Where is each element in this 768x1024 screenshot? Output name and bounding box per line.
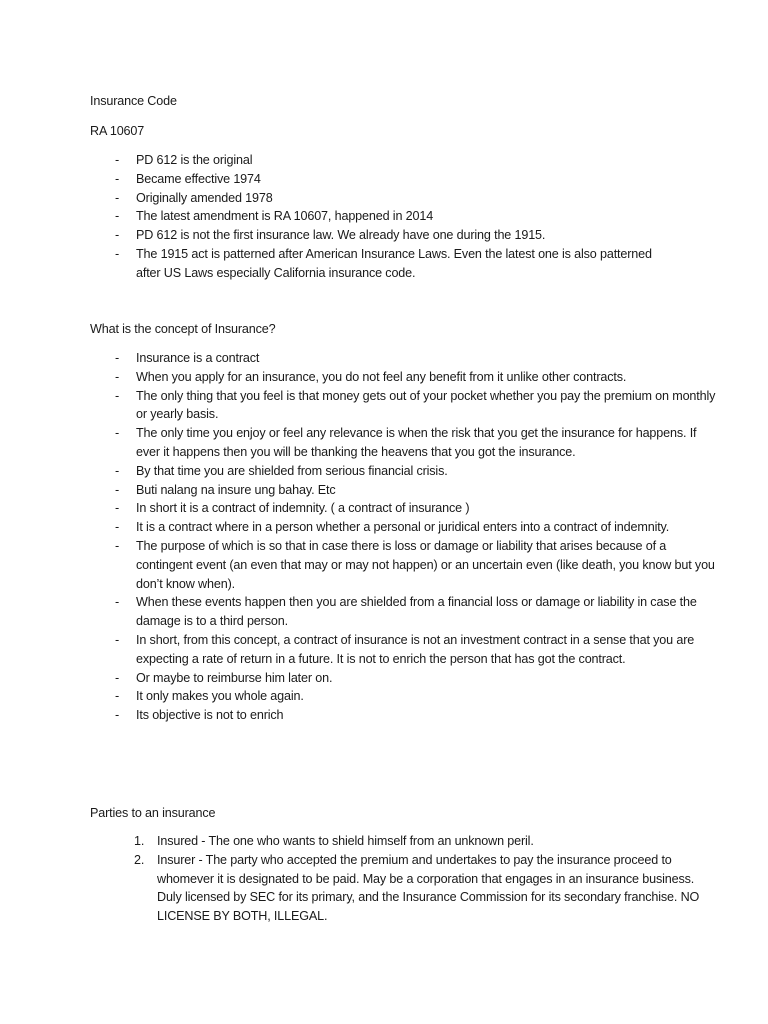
bullet-marker: - — [115, 501, 120, 516]
list-item: - Buti nalang na insure ung bahay. Etc — [90, 481, 736, 500]
bullet-marker: - — [115, 246, 120, 261]
bullet-marker: - — [115, 595, 120, 610]
list-item: 2. Insurer - The party who accepted the premium and undertakes to pay the insurance proceed to whomever it is designated to be paid. May be a corporation that engages in an insurance business. Duly licensed by SEC for its primary, and the Insurance Commission for its secondary franchise. NO LICENSE BY BOTH, ILLEGAL. — [134, 852, 700, 924]
list-item: - When these events happen then you are shielded from a financial loss or damage or liability in case the damage is to a third person. — [115, 595, 697, 629]
list-item: - The 1915 act is patterned after American Insurance Laws. Even the latest one is also patterned after US Laws especially California insurance code. — [115, 246, 652, 280]
list-item: - The purpose of which is so that in case there is loss or damage or liability that arises because of a contingent event (an even that may or may not happen) or an uncertain even (like death, you know but you don’t know when). — [115, 538, 715, 591]
bullet-marker: - — [115, 209, 120, 224]
bullet-marker: - — [115, 351, 120, 365]
section-heading-parties: Parties to an insurance — [90, 806, 216, 820]
bullet-marker: - — [115, 538, 120, 553]
list-number: 2. — [134, 852, 145, 867]
list-item: - Insurance is a contract — [90, 349, 736, 368]
bullet-marker: - — [115, 426, 120, 441]
list-item: - Its objective is not to enrich — [90, 706, 736, 725]
bullet-marker: - — [115, 171, 120, 186]
bullet-marker: - — [115, 689, 120, 704]
list-item: - When you apply for an insurance, you do not feel any benefit from it unlike other contracts. — [90, 368, 736, 387]
list-item: - Or maybe to reimburse him later on. — [90, 669, 736, 688]
list-item: - In short, from this concept, a contract of insurance is not an investment contract in a sense that you are expecting a rate of return in a future. It is not to enrich the person that has got the contract. — [115, 632, 695, 666]
bullet-marker: - — [115, 482, 120, 497]
list-item: - By that time you are shielded from serious financial crisis. — [90, 462, 736, 481]
bullet-marker: - — [115, 708, 120, 723]
section-heading-concept: What is the concept of Insurance? — [90, 322, 276, 336]
list-item: - The only thing that you feel is that money gets out of your pocket whether you pay the premium on monthly or yearly basis. — [115, 388, 716, 422]
list-item: - The latest amendment is RA 10607, happened in 2014 — [90, 207, 736, 226]
list-item: - In short it is a contract of indemnity. ( a contract of insurance ) — [90, 499, 736, 518]
list-item: - PD 612 is the original — [90, 151, 736, 170]
history-list — [90, 151, 736, 283]
list-item: 1. Insured - The one who wants to shield himself from an unknown peril. — [90, 832, 737, 851]
bullet-marker: - — [115, 632, 120, 647]
bullet-marker: - — [115, 369, 120, 384]
law-reference: RA 10607 — [90, 124, 145, 138]
bullet-marker: - — [115, 153, 120, 167]
list-item: - It is a contract where in a person whether a personal or juridical enters into a contract of indemnity. — [90, 518, 696, 537]
bullet-marker: - — [115, 228, 120, 243]
bullet-marker: - — [115, 463, 120, 478]
bullet-marker: - — [115, 388, 120, 403]
list-number: 1. — [134, 834, 145, 848]
bullet-marker: - — [115, 190, 120, 205]
concept-list — [90, 349, 736, 725]
list-item: - Originally amended 1978 — [90, 189, 736, 208]
document-title: Insurance Code — [90, 94, 177, 108]
list-item: - It only makes you whole again. — [90, 687, 736, 706]
list-item: - Became effective 1974 — [90, 170, 736, 189]
bullet-marker: - — [115, 670, 120, 685]
parties-list — [90, 832, 737, 926]
list-item: - PD 612 is not the first insurance law. We already have one during the 1915. — [90, 226, 736, 245]
bullet-marker: - — [115, 520, 120, 535]
list-item: - The only time you enjoy or feel any relevance is when the risk that you get the insurance for happens. If ever it happens then you will be thanking the heavens that you got the insurance. — [115, 426, 697, 459]
